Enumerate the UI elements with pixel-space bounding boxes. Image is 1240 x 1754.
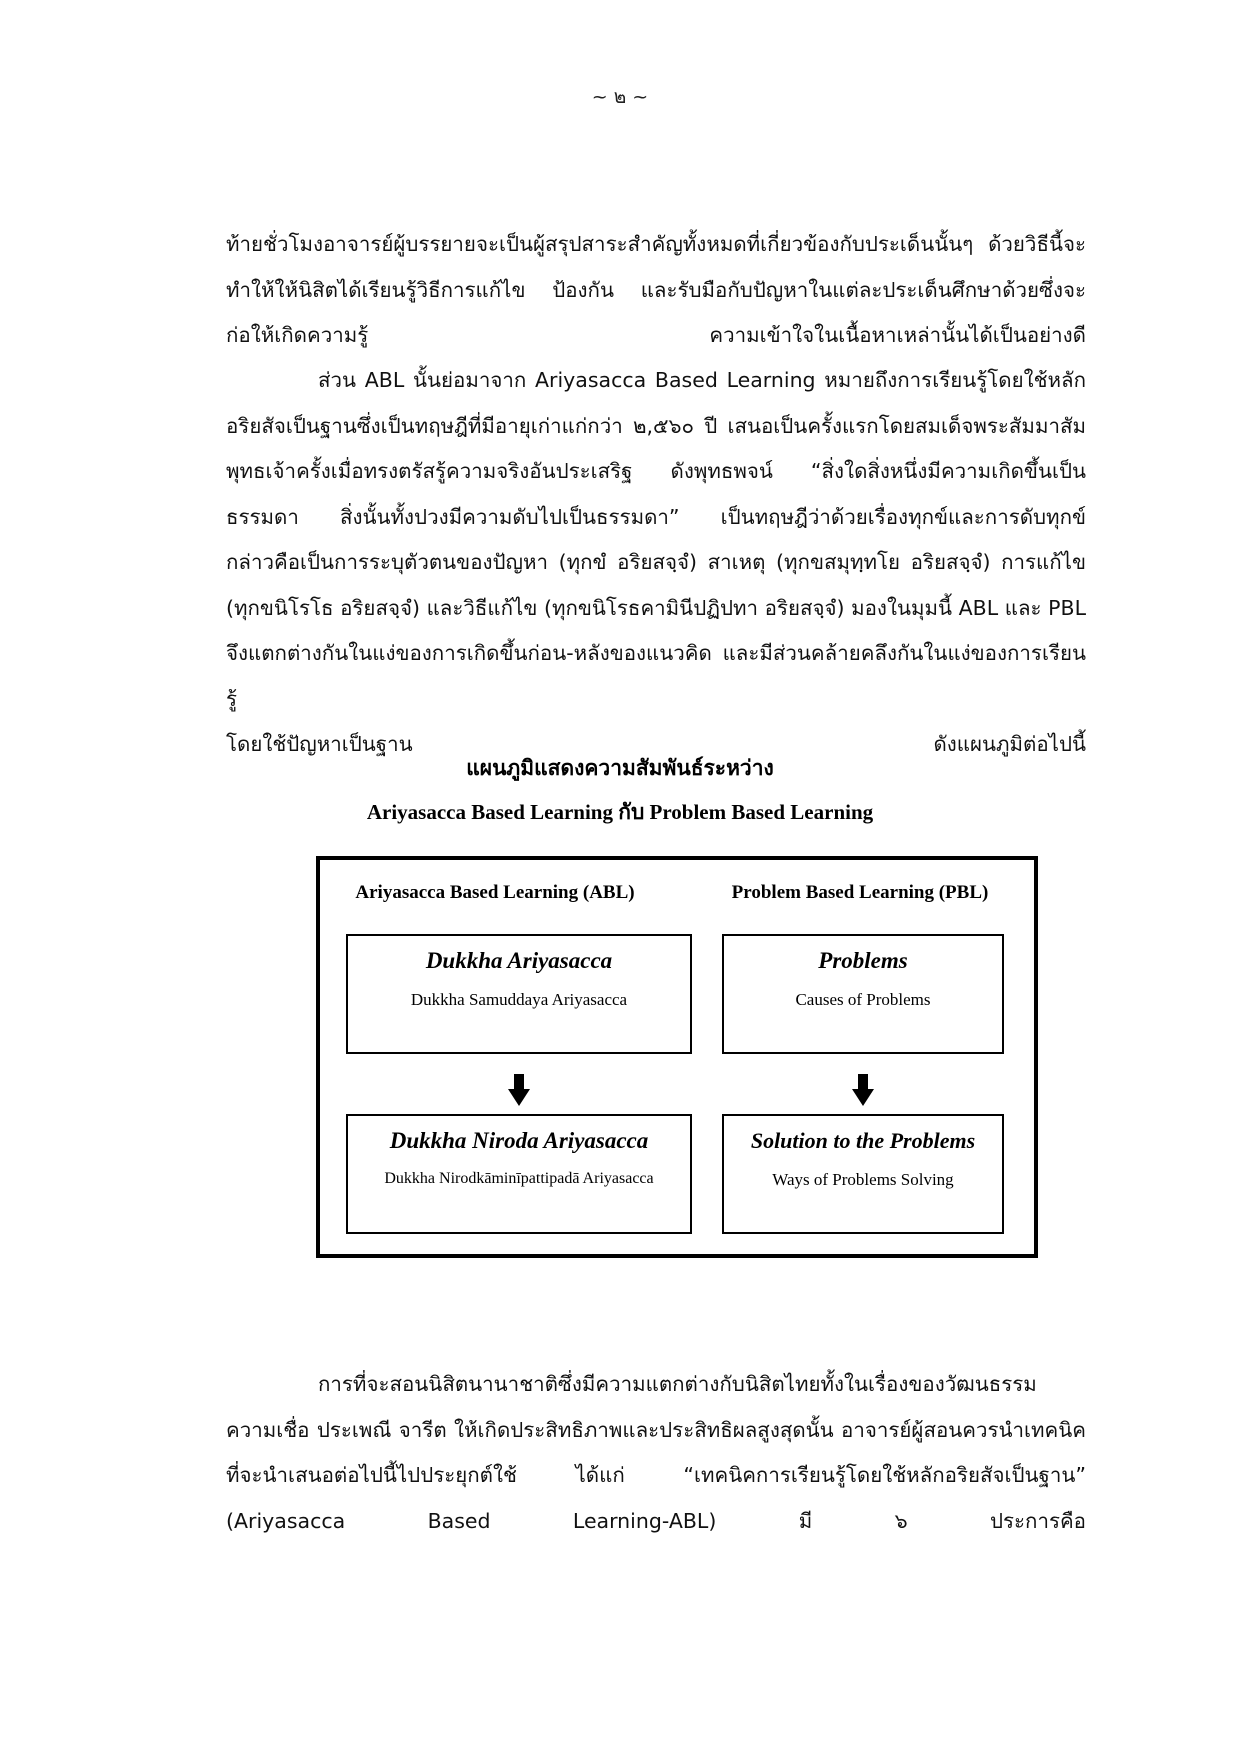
pbl-top-subtitle: Causes of Problems [795,990,931,1009]
diagram-frame [316,856,1038,1258]
paragraph-line [226,1362,1086,1408]
pbl-top-title: Problems [818,948,908,973]
abl-down-arrow-icon [508,1074,530,1106]
page-number: ~ ๒ ~ [591,86,649,108]
figure-title-thai: แผนภูมิแสดงความสัมพันธ์ระหว่าง [466,756,774,780]
paragraph-line: (ทุกขนิโรโธ อริยสจฺจํ) และวิธีแก้ไข (ทุกขนิโรธคามินีปฏิปทา อริยสจฺจํ) มองในมุมนี้ ABL และ PBL [226,595,1086,620]
paragraph-line: ที่จะนำเสนอต่อไปนี้ไปประยุกต์ใช้ ได้แก่ “เทคนิคการเรียนรู้โดยใช้หลักอริยสัจเป็นฐาน” [226,1463,1086,1487]
paragraph-line: ก่อให้เกิดความรู้ ความเข้าใจในเนื้อหาเหล่านั้นได้เป็นอย่างดี [226,323,1086,347]
paragraph-3 [226,1362,1086,1544]
abl-bottom-box [346,1114,692,1234]
pbl-top-box [722,934,1004,1054]
paragraph-line: (Ariyasacca Based Learning-ABL) มี ๖ ประการคือ [226,1508,1086,1533]
pbl-column-header: Problem Based Learning (PBL) [731,882,989,903]
paragraph-line [226,358,1086,404]
paragraph-line: กล่าวคือเป็นการระบุตัวตนของปัญหา (ทุกขํ อริยสจฺจํ) สาเหตุ (ทุกขสมุทฺทโย อริยสจฺจํ) การแก้ไข [226,550,1086,574]
pbl-bottom-title: Solution to the Problems [750,1128,976,1153]
figure-title-english: Ariyasacca Based Learning กับ Problem Based Learning [366,800,874,824]
abl-bottom-title: Dukkha Niroda Ariyasacca [389,1128,649,1153]
paragraph-line: พุทธเจ้าครั้งเมื่อทรงตรัสรู้ความจริงอันประเสริฐ ดังพุทธพจน์ “สิ่งใดสิ่งหนึ่งมีความเกิดขึ้นเป็น [226,459,1086,483]
paragraph-line: โดยใช้ปัญหาเป็นฐาน ดังแผนภูมิต่อไปนี้ [226,732,1086,756]
abl-column-header: Ariyasacca Based Learning (ABL) [355,882,635,903]
paragraph-line: อริยสัจเป็นฐานซึ่งเป็นทฤษฎีที่มีอายุเก่าแก่กว่า ๒,๕๖๐ ปี เสนอเป็นครั้งแรกโดยสมเด็จพระสัมมาสัม [226,413,1086,438]
paragraph-line: ท้ายชั่วโมงอาจารย์ผู้บรรยายจะเป็นผู้สรุปสาระสำคัญทั้งหมดที่เกี่ยวข้องกับประเด็นนั้นๆ ด้วยวิธีนี้จะ [226,232,1086,256]
paragraph-line: จึงแตกต่างกันในแง่ของการเกิดขึ้นก่อน-หลังของแนวคิด และมีส่วนคล้ายคลึงกันในแง่ของการเรียนรู้ [226,641,1086,711]
abl-bottom-subtitle: Dukkha Nirodkāminīpattipadā Ariyasacca [384,1170,654,1187]
paragraph-line-text: ส่วน ABL นั้นย่อมาจาก Ariyasacca Based Learning หมายถึงการเรียนรู้โดยใช้หลัก [318,368,1086,392]
paragraph-1 [226,222,1086,359]
paragraph-line: ทำให้ให้นิสิตได้เรียนรู้วิธีการแก้ไข ป้องกัน และรับมือกับปัญหาในแต่ละประเด็นศึกษาด้วยซึ่งจะ [226,277,1086,302]
paragraph-2 [226,358,1086,768]
abl-top-subtitle: Dukkha Samuddaya Ariyasacca [410,990,628,1009]
abl-top-box [346,934,692,1054]
abl-top-title: Dukkha Ariyasacca [425,948,613,973]
pbl-bottom-subtitle: Ways of Problems Solving [772,1170,954,1189]
paragraph-line: ความเชื่อ ประเพณี จารีต ให้เกิดประสิทธิภาพและประสิทธิผลสูงสุดนั้น อาจารย์ผู้สอนควรนำเทคนิค [226,1417,1086,1442]
pbl-bottom-box [722,1114,1004,1234]
paragraph-line-text: การที่จะสอนนิสิตนานาชาติซึ่งมีความแตกต่างกับนิสิตไทยทั้งในเรื่องของวัฒนธรรม [318,1372,1037,1396]
pbl-down-arrow-icon [852,1074,874,1106]
paragraph-line: ธรรมดา สิ่งนั้นทั้งปวงมีความดับไปเป็นธรรมดา” เป็นทฤษฎีว่าด้วยเรื่องทุกข์และการดับทุกข์ [226,504,1086,529]
